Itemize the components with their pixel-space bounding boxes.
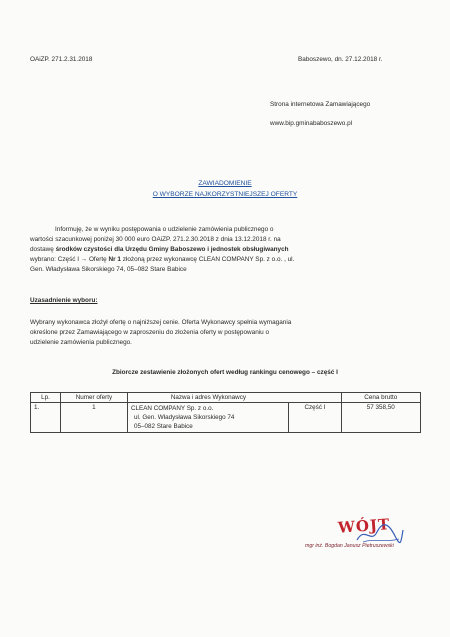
row-contractor-street: ul. Gen. Władysława Sikorskiego 74 — [133, 414, 235, 421]
signatory-name: mgr inż. Bogdan Janusz Pietruszewski — [305, 543, 394, 549]
intro-line-2: wartości szacunkowej poniżej 30 000 euro OAiZP. 271.2.30.2018 z dnia 13.12.2018 r. na — [30, 236, 281, 243]
header-price: Cena brutto — [341, 393, 420, 403]
offers-table — [30, 392, 421, 433]
row-part: Część I — [289, 403, 341, 433]
place-date: Baboszewo, dn. 27.12.2018 r. — [298, 56, 383, 63]
intro-line-3 — [30, 246, 289, 253]
intro-line-5: Gen. Władysława Sikorskiego 74, 05–082 Stare Babice — [30, 266, 187, 273]
intro-line-3-bold: środków czystości dla Urzędu Gminy Baboszewo i jednostek obsługiwanych — [55, 246, 289, 253]
justification-line-1: Wybrany wykonawca złożył ofertę o najniższej cenie. Oferta Wykonawcy spełnia wymagania — [30, 319, 292, 326]
document-subtitle: O WYBORZE NAJKORZYSTNIEJSZEJ OFERTY — [152, 191, 298, 198]
summary-title: Zbiorcze zestawienie złożonych ofert według rankingu cenowego – część I — [112, 369, 338, 376]
row-offer-number: 1 — [60, 403, 127, 433]
wojt-stamp: WÓJT — [337, 515, 391, 537]
intro-line-3-prefix: dostawę — [30, 246, 56, 253]
table-row — [31, 403, 421, 433]
intro-line-4-prefix: wybrano: Część I → Ofertę — [30, 256, 109, 263]
case-number: OAiZP. 271.2.31.2018 — [30, 56, 93, 63]
intro-line-1: Informuję, że w wyniku postępowania o udzielenie zamówienia publicznego o — [55, 226, 274, 233]
recipient-line: Strona internetowa Zamawiającego — [270, 101, 371, 108]
justification-line-3: udzielenie zamówienia publicznego. — [30, 339, 132, 346]
intro-line-4-bold: Nr 1 — [108, 256, 121, 263]
recipient-url[interactable]: www.bip.gminababoszewo.pl — [270, 120, 353, 127]
row-price: 57 358,50 — [341, 403, 420, 433]
table-header-row — [31, 393, 421, 403]
row-contractor-city: 05–082 Stare Babice — [133, 423, 193, 430]
header-part — [289, 393, 341, 403]
row-lp: 1. — [31, 403, 61, 433]
intro-line-4 — [30, 256, 294, 263]
row-contractor-name: CLEAN COMPANY Sp. z o.o. — [130, 405, 214, 412]
document-title: ZAWIADOMIENIE — [198, 180, 252, 187]
header-lp: Lp. — [31, 393, 61, 403]
intro-line-4-suffix: złożoną przez wykonawcę CLEAN COMPANY Sp. z o.o. , ul. — [120, 256, 295, 263]
header-offer-number: Numer oferty — [60, 393, 127, 403]
justification-heading: Uzasadnienie wyboru: — [30, 297, 98, 304]
justification-line-2: określone przez Zamawiającego w zaproszeniu do złożenia oferty w postępowaniu o — [30, 329, 270, 336]
header-contractor: Nazwa i adres Wykonawcy — [127, 393, 288, 403]
row-contractor — [127, 403, 288, 433]
